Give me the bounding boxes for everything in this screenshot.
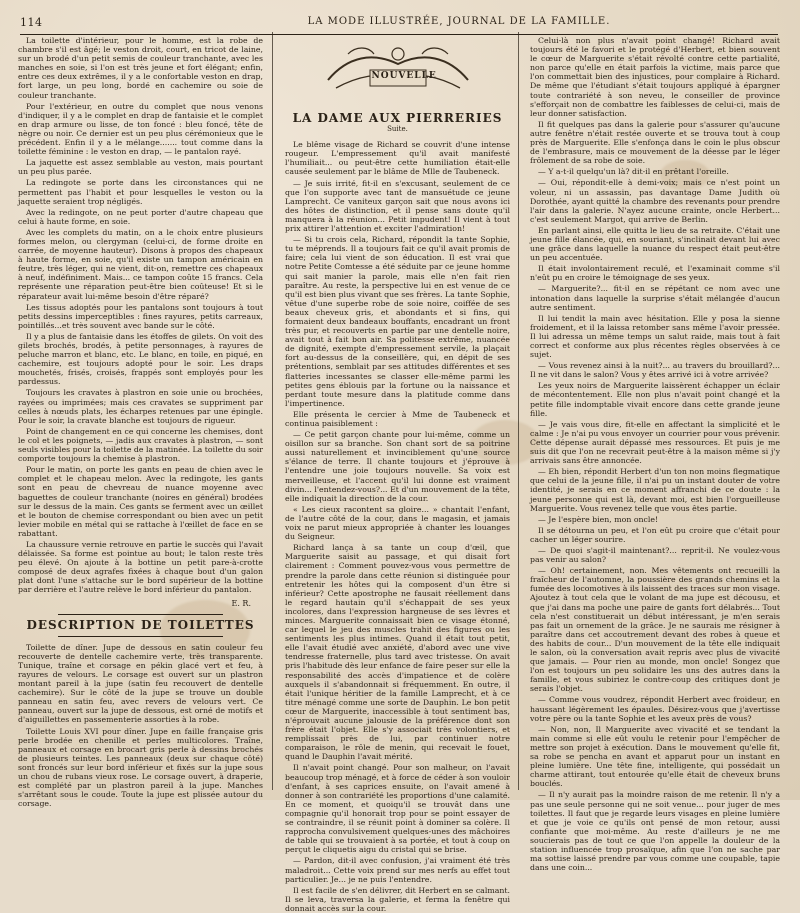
article-paragraph: Il était involontairement reculé, et l'examinait comme s'il n'eût pu en croire le témoignage de ses yeux.	[530, 264, 780, 283]
article-paragraph: — Y a-t-il quelqu'un là? dit-il en prêtant l'oreille.	[538, 167, 729, 177]
article-paragraph: Avec les complets du matin, on a le choix entre plusieurs formes melon, ou clergyman (celui-ci, de forme droite en carrée, de moyenne hauteur). Disons à propos des chapeaux à haute forme, en soie, qu'il existe un tampon américain en feutre, très léger, qui ne vient, dit-on, remettre ces chapeaux à neuf, indéfiniment. Mais... ce tampon coûte 15 francs. Cela représente une réparation peut-être bien coûteuse! Et si le réparateur avait lui-même besoin d'être réparé?	[18, 227, 263, 301]
article-paragraph: La toilette d'intérieur, pour le homme, est la robe de chambre s'il est âgé; le veston droit, court, en tricot de laine, sur un brodé d'un petit semis de couleur tranchante, avec les manches en soie, si l'on est très jeune et fort élégant; enfin, entre ces deux extrêmes, il y a le confortable veston en drap, fort large, un peu long, bordé en cachemire ou soie de couleur tranchante.	[18, 36, 263, 100]
article-paragraph: Elle présenta le cercier à Mme de Taubeneck et continua paisiblement :	[285, 409, 510, 428]
right-column	[530, 36, 780, 873]
article-paragraph: Les tissus adoptés pour les pantalons sont toujours à tout petits dessins imperceptibles : fines rayures, petits carreaux, pointillés...et très souvent avec bande sur le côté.	[18, 302, 263, 330]
article-paragraph: Toilette de dîner. Jupe de dessous en satin couleur feu recouverte de dentelle cachemire verte, très transparente. Tunique, traîne et corsage en pékin glacé vert et feu, à rayures de velours. Le corsage est ouvert sur un plastron montant pareil à la jupe (satin feu recouvert de dentelle cachemire). Sur le côté de la jupe se trouve un double panneau en satin feu, avec revers de velours vert. Ce panneau, ouvert sur la jupe de dessous, est orné de motifs et d'aiguillettes en passementerie assorties à la robe.	[18, 642, 263, 725]
article-paragraph: — Eh bien, répondit Herbert d'un ton non moins flegmatique que celui de la jeune fille, il n'ai pu un instant douter de votre identité, je serais en ce moment affranchi de ce doute : la jeune personne qui est là, devant moi, est bien l'orgueilleuse Marguerite. Vous revenez telle que vous êtes partie.	[530, 467, 780, 513]
article-paragraph: Pour l'extérieur, en outre du complet que nous venons d'indiquer, il y a le complet en drap de fantaisie et le complet en drap armure ou lisse, de ton foncé : bleu foncé, tête de nègre ou noir. Ce dernier est un peu plus cérémonieux que le précédent. Enfin il y a le mélange....... tout comme dans la toilette féminine : le veston en drap, — le pantalon rayé.	[18, 101, 263, 157]
article-paragraph: Point de changement en ce qui concerne les chemises, dont le col et les poignets, — jadis aux cravates à plastron, — sont seuls visibles pour la toilette de la matinée. La toilette du soir comporte toujours la chemise à plastron.	[18, 426, 263, 464]
article-paragraph: — Comme vous voudrez, répondit Herbert avec froideur, en haussant légèrement les épaules. Désirez-vous que j'avertisse votre père ou la tante Sophie et les aveux près de vous?	[530, 695, 780, 723]
article-paragraph: Toujours les cravates à plastron en soie unie ou brochées, rayées ou imprimées; mais ces cravates se suppriment par celles à nœuds plats, les écharpes retenues par une épingle. Pour le soir, la cravate blanche est toujours de rigueur.	[18, 388, 263, 425]
article-paragraph: Le blême visage de Richard se couvrit d'une intense rougeur. L'empressement qu'il avait manifesté l'humiliait... ou peut-être cette humiliation était-elle causée seulement par le blâme de Mlle de Taubeneck.	[285, 140, 510, 177]
article-paragraph: En parlant ainsi, elle quitta le lieu de sa retraite. C'était une jeune fille élancée, qui, en souriant, s'inclinait devant lui avec une grâce dans laquelle la nuance du respect était peut-être un peu accentuée.	[530, 225, 780, 263]
article-paragraph: — Vous revenez ainsi à la nuit?... au travers du brouillard?... Il ne vit dans le salon? Vous y êtes arrivé ici à votre arrivée?	[530, 361, 780, 380]
article-paragraph: — Oui, répondit-elle à demi-voix; mais ce n'est point un voleur, ni un assassin, pas davantage Dame Judith où Dorothée, ayant quitté la chambre des revenants pour prendre l'air dans la galerie. N'ayez aucune crainte, oncle Herbert... c'est seulement Margot, qui arrive de Berlin.	[530, 178, 780, 224]
left-column	[18, 36, 263, 809]
section-label: NOUVELLE	[371, 71, 437, 81]
article-paragraph: Avec la redingote, on ne peut porter d'autre chapeau que celui à haute forme, en soie.	[18, 207, 263, 226]
article-paragraph: — Si tu crois cela, Richard, répondit la tante Sophie, tu te méprends. Il a toujours fait ce qu'il avait promis de faire; cela lui vient de son éducation. Il est vrai que notre Petite Comtesse a été séduite par ce jeune homme qui sait manier la parole, mais elle n'en fait rien paraître. Au reste, la perspective lui en est venue de ce qu'il est bien plus vivant que ses frères. La tante Sophie, vêtue d'une superbe robe de soie noire, coiffée de ses beaux cheveux gris, et abondants et si fins, qui formaient deux bandeaux bouffants, encadrant un front très pur, et recouverts en partie par une dentelle noire, avait tout à fait bon air. Sa politesse extrême, nuancée de dignité, exempte d'empressement servile, la plaçait fort au-dessus de la conseillère, qui, en dépit de ses prétentions, semblait par ses attitudes différentes et ses flatteries incessantes se classer elle-même parmi les petites gens éblouis par la fortune ou la naissance et perdant toute mesure dans la platitude comme dans l'impertinence.	[285, 235, 510, 408]
article-paragraph: Il fit quelques pas dans la galerie pour s'assurer qu'aucune autre fenêtre n'était restée ouverte et se trouva tout à coup près de Marguerite. Elle s'enfonça dans le coin le plus obscur de l'embrasure, mais ce mouvement de la déesse par le léger frôlement de sa robe de soie.	[530, 119, 780, 166]
article-paragraph: — Je vais vous dire, fit-elle en affectant la simplicité et le calme : Je n'ai pu vous envoyer un courrier pour vous prévenir. Cette dépense aurait dépassé mes ressources. Et puis je me suis dit que l'on ne recevrait peut-être à la maison même si j'y arrivais sans être annoncée.	[530, 419, 780, 466]
section-rule	[58, 636, 223, 637]
author-signoff: E. R.	[231, 598, 251, 608]
story-title: LA DAME AUX PIERRERIES	[292, 111, 503, 125]
header-rule	[20, 34, 778, 35]
article-paragraph: — Je l'espère bien, mon oncle!	[538, 514, 659, 524]
article-paragraph: « Les cieux racontent sa gloire... » chantait l'enfant, de l'autre côté de la cour, dans le magasin, et jamais voix ne parut mieux appropriée à chanter les louanges du Seigneur.	[285, 504, 510, 542]
article-paragraph: La jaquette est assez semblable au veston, mais pourtant un peu plus parée.	[18, 158, 263, 177]
page-header	[0, 10, 800, 34]
article-paragraph: Il se détourna un peu, et l'on eût pu croire que c'était pour cacher un léger sourire.	[530, 525, 780, 544]
article-paragraph: — Marguerite?... fit-il en se répétant ce nom avec une intonation dans laquelle la surprise s'était mélangée d'aucun autre sentiment.	[530, 284, 780, 312]
article-paragraph: Il y a plus de fantaisie dans les étoffes de gilets. On voit des gilets brochés, brodés, à petite personnages, à rayures de peluche marron et blanc, etc. Le blanc, en toile, en piqué, en cachemire, est toujours adopté pour le soir. Les draps mouchetés, frisés, croisés, frappés sont employés pour les pardessus.	[18, 331, 263, 387]
article-paragraph: La redingote se porte dans les circonstances qui ne permettent pas l'habit et pour lesquelles le veston ou la jaquette seraient trop négligés.	[18, 178, 263, 206]
article-paragraph: Il n'avait point changé. Pour son malheur, on l'avait beaucoup trop ménagé, et à force de céder à son vouloir d'enfant, à ses caprices ensuite, on l'avait amené à donner à son contrariété les proportions d'une calamité. En ce moment, et quoiqu'il se trouvât dans une compagnie qu'il honorait trop pour se point essayer de se contraindre, il se réunit point à dominer sa colère. Il rapprocha convulsivement quelques-unes des mâchoires de table qui se trouvaient à sa portée, et tout à coup on perçut le cliquetis aigu du cristal qui se brise.	[285, 763, 510, 855]
article-paragraph: — Ce petit garçon chante pour lui-même, comme un oisillon sur sa branche. Son chant sort de sa poitrine aussi naturellement et invinciblement qu'une source s'élance de terre. Il chante toujours et j'éprouve à l'entendre une joie toujours nouvelle. Sa voix est merveilleuse, et l'accent qu'il lui donne est vraiment divin... l'entendez-vous?... Et d'un mouvement de la tête, elle indiquait la direction de la cour.	[285, 430, 510, 503]
article-paragraph: — Il n'y aurait pas la moindre raison de me retenir. Il n'y a pas une seule personne qui ne soit venue... pour juger de mes toilettes. Il faut que je regarde leurs visages en pleine lumière et que je voie ce qu'ils ont pensé de mon retour, aussi confiante que moi-même. Au reste d'ailleurs je ne me soucierais pas de tout ce que l'on appelle la douleur de la station influencée trop prosaïque, afin que l'on ne sache par ma sottise laissé prendre par vous comme une coupable, tapie dans une coin...	[530, 790, 780, 873]
article-paragraph: — Non, non, Il Marguerite avec vivacité et se tendant la main comme si elle eût voulu le retenir pour l'empêcher de mettre son projet à exécution. Dans le mouvement qu'elle fit, sa robe se pencha en avant et apparut pour un instant en pleine lumière. Une tête fine, intelligente, qui possédait un charme attirant, tout entourée qu'elle était de cheveux bruns bouclés.	[530, 724, 780, 789]
article-paragraph: Il est facile de s'en délivrer, dit Herbert en se calmant. Il se leva, traversa la galerie, et ferma la fenêtre qui donnait accès sur la cour.	[285, 885, 510, 913]
article-paragraph: Pour le matin, on porte les gants en peau de chien avec le complet et le chapeau melon. Avec la redingote, les gants sont en peau de chevreau de nuance moyenne avec baguettes de couleur tranchante (noires en général) brodées sur le dessus de la main. Ces gants se ferment avec un œillet et le bouton de chemise correspondant ou bien avec un petit levier mobile en métal qui se rattache à l'œillet de face en se rabattant.	[18, 465, 263, 538]
article-paragraph: Toilette Louis XVI pour dîner. Jupe en faille française gris perle brodée en chenille et perles multicolores. Traîne, panneaux et corsage en brocart gris perle à dessins brochés de plusieurs teintes. Les panneaux (deux sur chaque côté) sont froncés sur leur bord inférieur et fixés sur la jupe sous un chou de rubans vieux rose. Le corsage ouvert, à draperie, est complété par un plastron pareil à la jupe. Manches s'arrêtant sous le coude. Toute la jupe est plissée autour du corsage.	[18, 726, 263, 809]
article-paragraph: Il lui tendit la main avec hésitation. Elle y posa la sienne froidement, et il la laissa retomber sans même l'avoir pressée. Il lui adressa un même temps un salut raide, mais tout à fait correct et conforme aux plus récentes règles observées à ce sujet.	[530, 313, 780, 360]
column-divider	[518, 32, 519, 790]
story-subtitle: Suite.	[387, 125, 408, 134]
running-head: LA MODE ILLUSTRÉE, JOURNAL DE LA FAMILLE.	[307, 16, 611, 27]
nouvelle-vignette	[318, 36, 478, 106]
article-paragraph: Celui-là non plus n'avait point changé! Richard avait toujours été le favori et le protégé d'Herbert, et bien souvent le cœur de Marguerite s'était révolté contre cette partialité, non parce qu'elle en était parfois la victime, mais parce que l'on commettait bien des injustices, pour complaire à Richard. De même que l'étudiant s'était toujours appliqué à épargner toute contrariété à son neveu, le conseiller de province s'efforçait non de combattre les faiblesses de celui-ci, mais de leur donner satisfaction.	[530, 36, 780, 118]
column-divider	[272, 32, 273, 790]
article-paragraph: Richard lança à sa tante un coup d'œil, que Marguerite saisit au passage, et qui disait fort clairement : Comment pouvez-vous vous permettre de prendre la parole dans cette réunion si distinguée pour entretenir les hôtes qui la composent d'un être si inférieur? Cette apostrophe ne fausait réellement dans le regard hautain qu'il s'échappait de ses yeux incolores, dans l'expression hargneuse de ses lèvres et minces. Marguerite connaissait bien ce visage étonné, car lequel le jeu des muscles trahit des figures ou les sentiments les plus intimes. Quand il était tout petit, elle l'avait étudié avec anxiété, d'abord avec une vive tendresse fraternelle, plus tard avec tristesse. On avait pris l'habitude dès leur enfance de faire peser sur elle la responsabilité des accès d'impatience et de colère auxquels il s'abandonnait si fréquemment. En outre, il était l'unique héritier de la famille Lamprecht, et à ce titre ménagé comme une sorte de Dauphin. Le bon petit cœur de Marguerite, inaccessible à tout sentiment bas, n'éprouvait aucune jalousie de la préférence dont son frère était l'objet. Elle s'y associait très volontiers, et remplissait près de lui, par continuer notre comparaison, le rôle de menin, qui recevait le fouet, quand le Dauphin l'avait mérité.	[285, 543, 510, 762]
article-paragraph: La chaussure vernie retrouve en partie le succès qui l'avait délaissée. Sa forme est pointue au bout; le talon reste très peu élevé. On ajoute à la bottine un petit pare-à-crotte composé de deux agrafes fixées à chaque bout d'un galon plat dont l'une s'attache sur le bord supérieur de la bottine par derrière et l'autre relève le bord inférieur du pantalon.	[18, 539, 263, 595]
article-paragraph: — Je suis irrité, fit-il en s'excusant, seulement de ce que l'on supporte avec tant de mansuétude ce jeune Lamprecht. Ce vaniteux garçon sait que nous avons ici des hôtes de distinction, et il pense sans doute qu'il manquera à la réunion... Petit impudent! Il vient à tout prix attirer l'attention et exciter l'admiration!	[285, 178, 510, 234]
section-title: DESCRIPTION DE TOILETTES	[26, 617, 255, 632]
page-number: 114	[20, 16, 43, 29]
middle-column	[285, 36, 510, 913]
section-rule	[58, 614, 223, 615]
article-paragraph: Les yeux noirs de Marguerite laissèrent échapper un éclair de mécontentement. Elle non plus n'avait point changé et la petite fille indomptable vivait encore dans cette grande jeune fille.	[530, 381, 780, 418]
article-paragraph: — Oh! certainement, non. Mes vêtements ont recueilli la fraîcheur de l'automne, la poussière des grands chemins et la fumée des locomotives à ils laissent des traces sur mon visage. Ajoutez à tout cela que le volant de ma jupe est décousu, et que j'ai dans ma poche une paire de gants fort délabrés... Tout cela n'est constituerait un début intéressant, je m'en serais pas fait un ornement de la grâce. Je ne saurais me résigner à paraître dans cet accoutrement devant des robes à queue et des habits de cour... D'un mouvement de la tête elle indiquait le salon, où la conversation avait repris avec plus de vivacité que jamais. — Pour rien au monde, mon oncle! Songez que l'on est toujours un peu solidaire les uns des autres dans la famille, et vous subiriez le contre-coup des critiques dont je serais l'objet.	[530, 566, 780, 694]
article-paragraph: — De quoi s'agit-il maintenant?... reprit-il. Ne voulez-vous pas venir au salon?	[530, 545, 780, 565]
article-paragraph: — Pardon, dit-il avec confusion, j'ai vraiment été très maladroit... Cette voix prend sur mes nerfs au effet tout particulier. Je... je ne puis l'entendre.	[285, 856, 510, 884]
